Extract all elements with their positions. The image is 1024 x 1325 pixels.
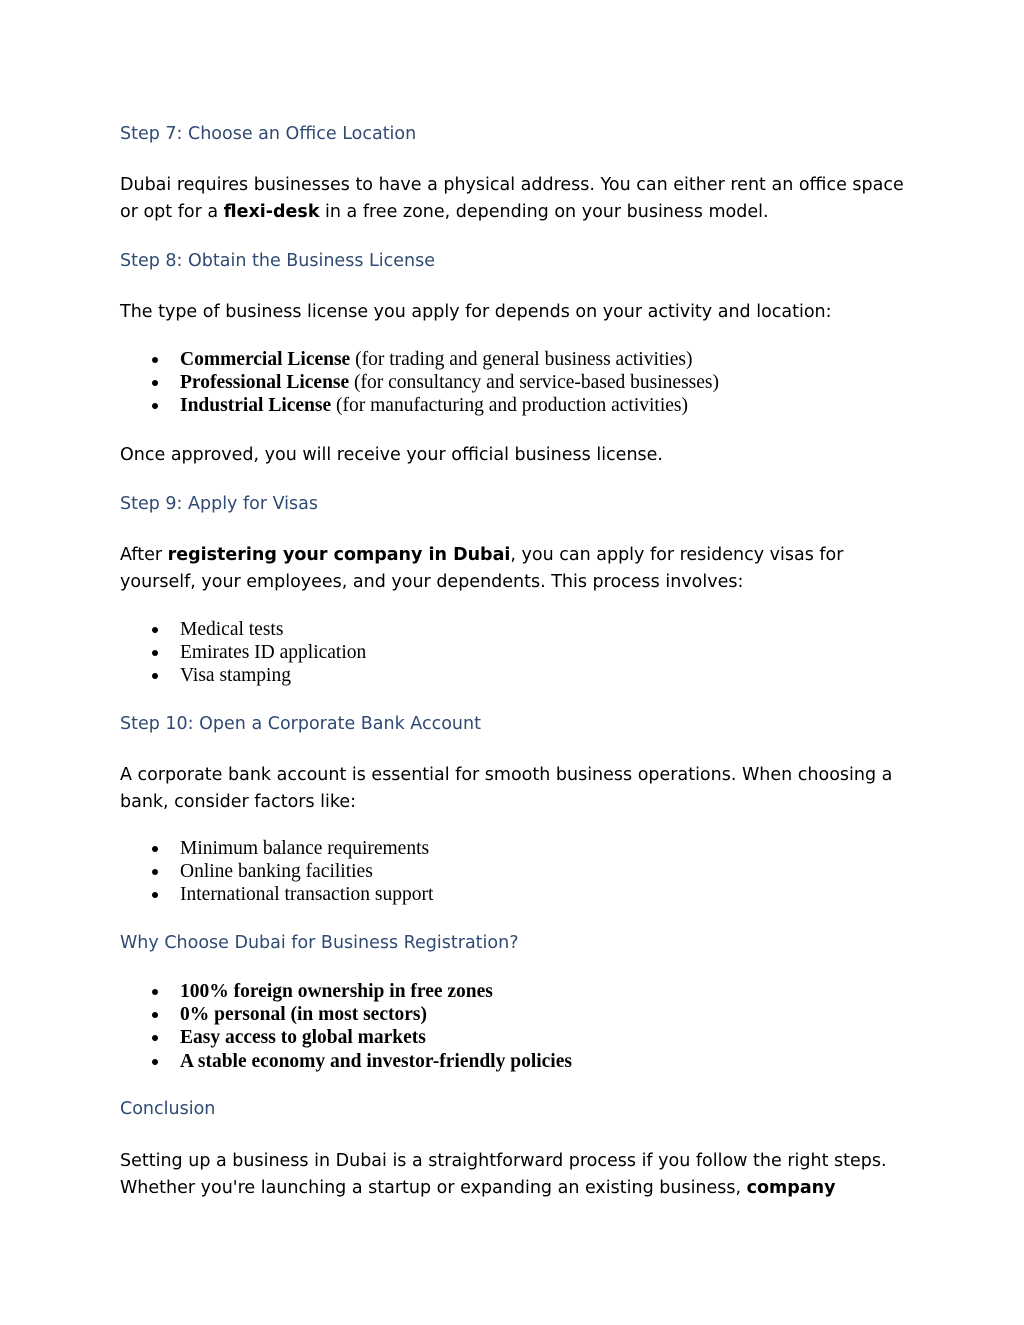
step7-heading: Step 7: Choose an Office Location [120, 124, 417, 144]
list-item: 0% personal (in most sectors) [120, 1003, 572, 1026]
conclusion-heading: Conclusion [120, 1099, 216, 1119]
list-item: Commercial License (for trading and general business activities) [120, 348, 719, 371]
step8-heading: Step 8: Obtain the Business License [120, 251, 435, 271]
step10-intro: A corporate bank account is essential for smooth business operations. When choosing a bank, consider factors like: [120, 765, 893, 812]
list-item: Online banking facilities [120, 860, 433, 883]
list-item: Emirates ID application [120, 641, 366, 664]
list-item: A stable economy and investor-friendly policies [120, 1050, 572, 1073]
why-dubai-list [120, 980, 572, 1073]
step8-intro: The type of business license you apply for depends on your activity and location: [120, 302, 832, 322]
flexi-desk-term: flexi-desk [223, 202, 320, 222]
registering-company-term: registering your company in Dubai [167, 545, 511, 565]
why-dubai-heading: Why Choose Dubai for Business Registration? [120, 933, 519, 953]
list-item: Easy access to global markets [120, 1026, 572, 1049]
visa-process-list [120, 618, 366, 688]
list-item: Visa stamping [120, 664, 366, 687]
list-item: 100% foreign ownership in free zones [120, 980, 572, 1003]
list-item: Medical tests [120, 618, 366, 641]
license-types-list [120, 348, 719, 418]
step9-paragraph: After registering your company in Dubai, you can apply for residency visas for yourself, your employees, and your dependents. This process involves: [120, 545, 844, 592]
conclusion-paragraph: Setting up a business in Dubai is a straightforward process if you follow the right steps. Whether you're launching a startup or expanding an existing business, company [120, 1151, 887, 1198]
list-item: Industrial License (for manufacturing and production activities) [120, 394, 719, 417]
step7-paragraph: Dubai requires businesses to have a physical address. You can either rent an office space or opt for a flexi-desk in a free zone, depending on your business model. [120, 175, 904, 222]
list-item: Minimum balance requirements [120, 837, 433, 860]
company-term: company [746, 1178, 836, 1198]
document-page [120, 0, 910, 1325]
list-item: Professional License (for consultancy and service-based businesses) [120, 371, 719, 394]
list-item: International transaction support [120, 883, 433, 906]
step8-outro: Once approved, you will receive your official business license. [120, 445, 663, 465]
step9-heading: Step 9: Apply for Visas [120, 494, 319, 514]
step10-heading: Step 10: Open a Corporate Bank Account [120, 714, 481, 734]
bank-factors-list [120, 837, 433, 907]
